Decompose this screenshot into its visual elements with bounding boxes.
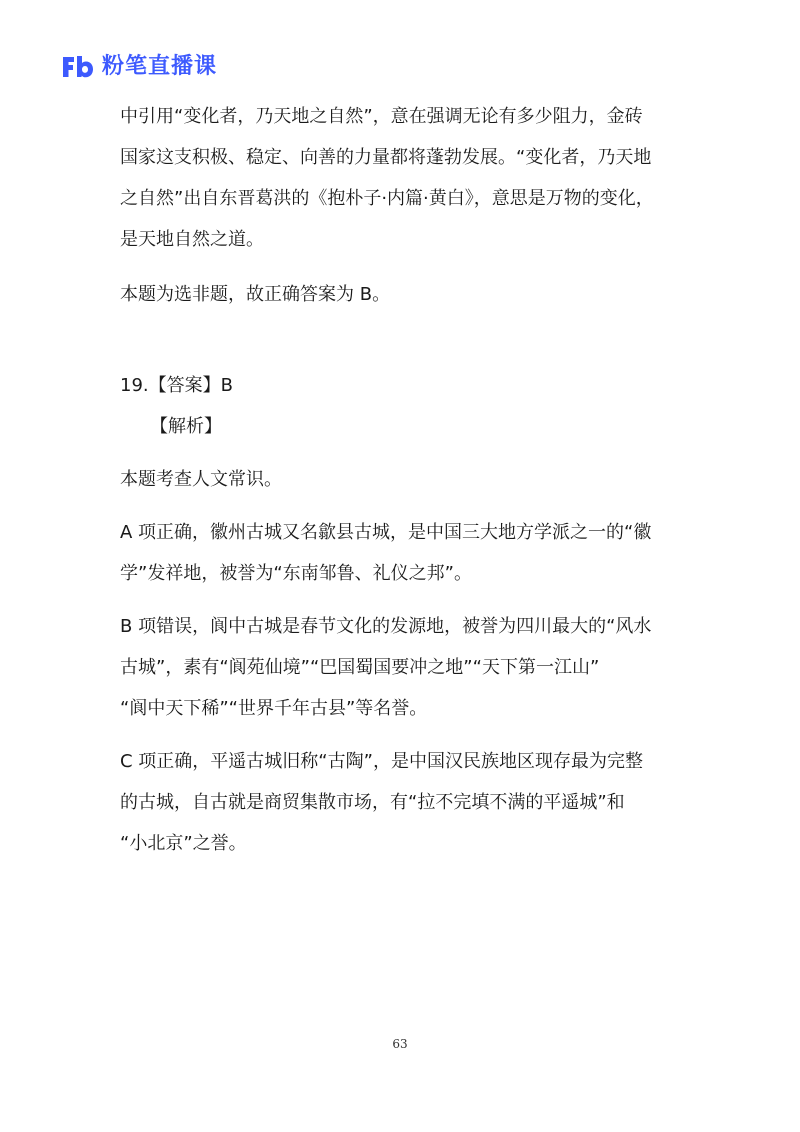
brand-name: 粉笔直播课 (102, 54, 218, 79)
intro-line: 中引用“变化者，乃天地之自然”，意在强调无论有多少阻力，金砖 (120, 106, 643, 127)
document-body (120, 96, 680, 864)
option-c-paragraph (120, 741, 680, 864)
option-b-line: 古城”，素有“阆苑仙境”“巴国蜀国要冲之地”“天下第一江山” (120, 657, 600, 678)
option-a-paragraph (120, 512, 680, 594)
option-c-line: 的古城，自古就是商贸集散市场，有“拉不完填不满的平遥城”和 (120, 792, 625, 813)
intro-paragraph (120, 96, 680, 260)
option-c-line: C 项正确，平遥古城旧称“古陶”，是中国汉民族地区现存最为完整 (120, 751, 643, 772)
intro-line: 是天地自然之道。 (120, 229, 264, 250)
header (60, 50, 217, 84)
option-c-line: “小北京”之誉。 (120, 833, 247, 854)
intro-line: 国家这支积极、稳定、向善的力量都将蓬勃发展。“变化者，乃天地 (120, 147, 652, 168)
page-number: 63 (392, 1037, 408, 1051)
intro-line: 之自然”出自东晋葛洪的《抱朴子·内篇·黄白》，意思是万物的变化， (120, 188, 654, 209)
q19-analysis-label: 【解析】 (150, 416, 222, 437)
option-a-line: 学”发祥地，被誉为“东南邹鲁、礼仪之邦”。 (120, 563, 472, 584)
q19-topic: 本题考查人文常识。 (120, 469, 282, 490)
q18-conclusion: 本题为选非题，故正确答案为 B。 (120, 284, 391, 305)
option-a-line: A 项正确，徽州古城又名歙县古城，是中国三大地方学派之一的“徽 (120, 522, 652, 543)
option-b-line: B 项错误，阆中古城是春节文化的发源地，被誉为四川最大的“风水 (120, 616, 652, 637)
fenbi-logo-icon (60, 53, 96, 81)
option-b-paragraph (120, 606, 680, 729)
q19-answer: 19.【答案】B (120, 375, 233, 396)
option-b-line: “阆中天下稀”“世界千年古县”等名誉。 (120, 698, 428, 719)
